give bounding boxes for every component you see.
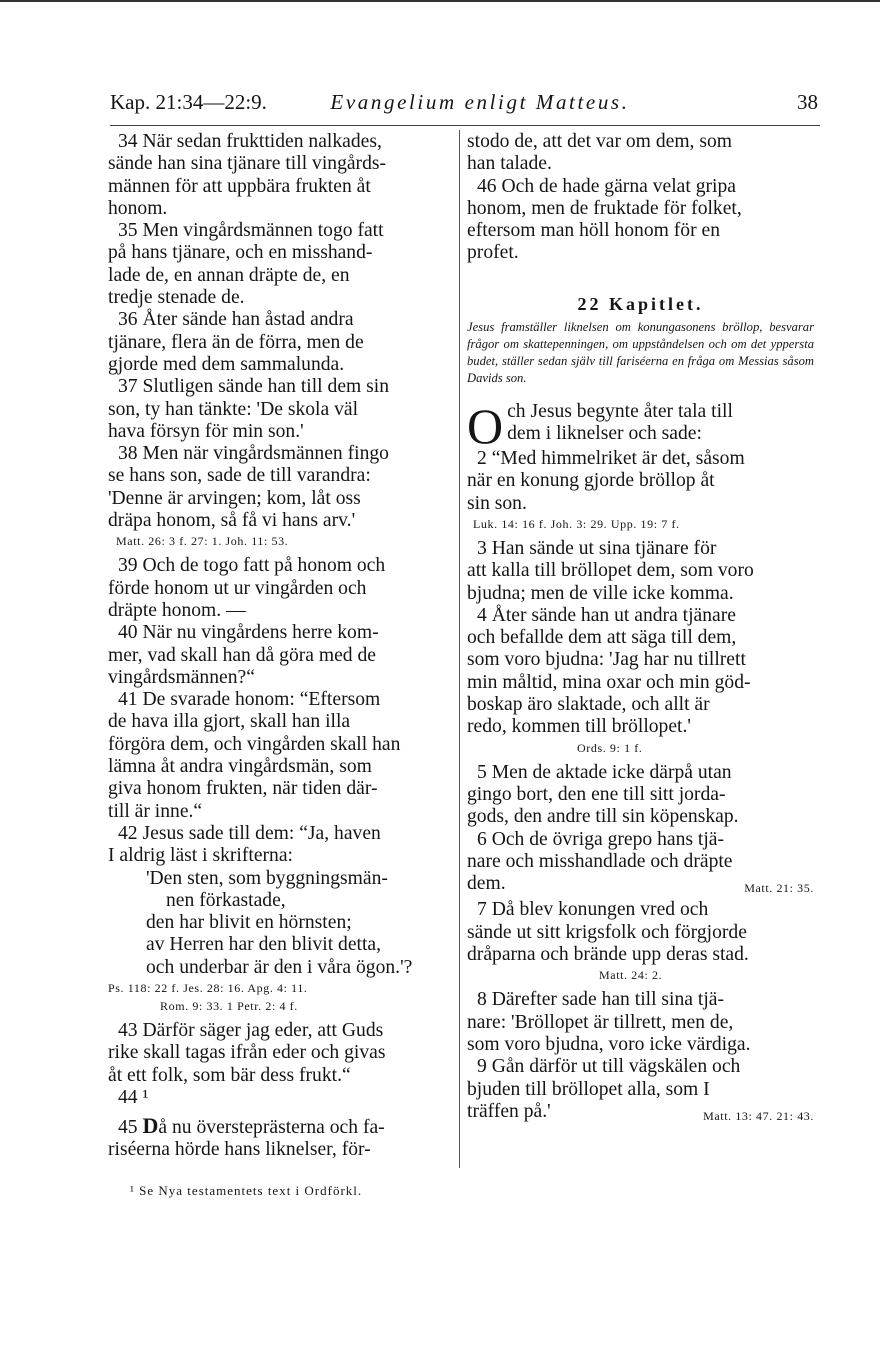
cross-reference: Matt. 21: 35. (744, 881, 814, 896)
cross-reference: Ords. 9: 1 f. (577, 740, 643, 755)
text-line: 44 ¹ (118, 1086, 149, 1108)
text-line: 4 Åter sände han ut andra tjänare (477, 604, 736, 626)
text-line: 43 Därför säger jag eder, att Guds (118, 1019, 384, 1041)
text-line: lade de, en annan dräpte de, en (108, 264, 350, 286)
poem-line: av Herren har den blivit detta, (146, 934, 382, 956)
text-line: rike skall tagas ifrån eder och givas (108, 1042, 386, 1064)
text-line: eftersom man höll honom för en (467, 220, 721, 242)
text-line: förde honom ut ur vingården och (108, 577, 367, 599)
text-line: 6 Och de övriga grepo hans tjä- (477, 828, 725, 850)
text-line: dråparna och brände upp deras stad. (467, 944, 749, 966)
text-line: 5 Men de aktade icke därpå utan (477, 761, 732, 783)
text-line: gingo bort, den ene till sitt jorda- (467, 783, 726, 805)
text-line: till är inne.“ (108, 800, 203, 822)
column-divider (459, 130, 460, 1168)
text-line: han talade. (467, 153, 552, 175)
text-line (467, 873, 814, 895)
text-line (467, 1101, 814, 1123)
text-line: 'Denne är arvingen; kom, låt oss (108, 487, 361, 509)
text-line: min måltid, mina oxar och min göd- (467, 671, 751, 693)
cross-reference: Luk. 14: 16 f. Joh. 3: 29. Upp. 19: 7 f. (473, 516, 680, 531)
text-line: att kalla till bröllopet dem, som voro (467, 560, 754, 582)
text-line: giva honom frukten, när tiden där- (108, 778, 378, 800)
chapter-reference: Kap. 21:34—22:9. (110, 90, 267, 114)
text-line: honom. (108, 197, 168, 219)
text-line: 3 Han sände ut sina tjänare för (477, 537, 717, 559)
cross-reference: Rom. 9: 33. 1 Petr. 2: 4 f. (160, 998, 298, 1013)
text-line: 39 Och de togo fatt på honom och (118, 555, 386, 577)
text-line: honom, men de fruktade för folket, (467, 197, 742, 219)
cross-reference: Matt. 13: 47. 21: 43. (703, 1108, 814, 1123)
text-line: sände ut sitt krigsfolk och förgjorde (467, 921, 747, 943)
text-line: 2 “Med himmelriket är det, såsom (477, 448, 745, 470)
verse-text: å nu översteprästerna och fa- (158, 1117, 385, 1139)
text-line: hava försyn för min son.' (108, 420, 304, 442)
header-rule (110, 125, 820, 126)
cross-reference: Ps. 118: 22 f. Jes. 28: 16. Apg. 4: 11. (108, 980, 308, 995)
text-line: bjudna; men de ville icke komma. (467, 582, 734, 604)
drop-cap: O (467, 398, 504, 455)
initial-letter: D (142, 1113, 159, 1139)
text-line: tredje stenade de. (108, 287, 245, 309)
text-line: profet. (467, 242, 519, 264)
text-line: tjänare, flera än de förra, men de (108, 331, 364, 353)
page-number: 38 (797, 90, 818, 114)
text-line: 36 Åter sände han åstad andra (118, 309, 354, 331)
text-line: sände han sina tjänare till vingårds- (108, 153, 387, 175)
cross-reference: Matt. 26: 3 f. 27: 1. Joh. 11: 53. (116, 534, 289, 549)
text-line: redo, kommen till bröllopet.' (467, 716, 691, 738)
footnote: ¹ Se Nya testamentets text i Ordförkl. (130, 1183, 363, 1198)
chapter-opening (467, 398, 814, 455)
text-line: boskap äro slaktade, och allt är (467, 694, 710, 716)
cross-reference: Matt. 24: 2. (599, 968, 663, 983)
text-line: dem i liknelser och sade: (507, 423, 702, 445)
text-line: nare och misshandlade och dräpte (467, 850, 733, 872)
text-line: son, ty han tänkte: 'De skola väl (108, 398, 359, 420)
text-line: lämna åt andra vingårdsmän, som (108, 756, 372, 778)
text-line: på hans tjänare, och en misshand- (108, 242, 373, 264)
chapter-heading: 22 Kapitlet. (577, 293, 704, 314)
text-line: gjorde med dem sammalunda. (108, 353, 345, 375)
text-line: de hava illa gjort, skall han illa (108, 711, 351, 733)
text-line: som voro bjudna: 'Jag har nu tillrett (467, 649, 746, 671)
text-line (108, 1115, 456, 1139)
poem-line: och underbar är den i våra ögon.'? (146, 956, 413, 978)
verse-text: träffen på.' (467, 1100, 551, 1122)
page-header (110, 90, 818, 122)
text-line: 37 Slutligen sände han till dem sin (118, 376, 390, 398)
text-line: bjuden till bröllopet alla, som I (467, 1078, 710, 1100)
scan-edge-line (0, 0, 880, 2)
poem-line: nen förkastade, (166, 889, 286, 911)
text-line: 34 När sedan frukttiden nalkades, (118, 131, 382, 152)
text-line: 38 Men när vingårdsmännen fingo (118, 443, 389, 465)
text-line: 42 Jesus sade till dem: “Ja, haven (118, 822, 381, 844)
text-line: 35 Men vingårdsmännen togo fatt (118, 220, 384, 242)
text-line: se hans son, sade de till varandra: (108, 465, 371, 487)
poem-line: 'Den sten, som byggningsmän- (146, 867, 388, 889)
text-line: dräpte honom. — (108, 599, 246, 621)
text-line: riséerna hörde hans liknelser, för- (108, 1139, 371, 1161)
text-line: sin son. (467, 492, 527, 514)
text-line: I aldrig läst i skrifterna: (108, 845, 293, 867)
text-line: dräpa honom, så få vi hans arv.' (108, 510, 356, 532)
text-line: mer, vad skall han då göra med de (108, 644, 376, 666)
poem-line: den har blivit en hörnsten; (146, 912, 352, 934)
text-line: 7 Då blev konungen vred och (477, 899, 709, 921)
verse-text: dem. (467, 873, 506, 895)
text-line: 41 De svarade honom: “Eftersom (118, 689, 381, 711)
text-line: förgöra dem, och vingården skall han (108, 733, 401, 755)
text-line: åt ett folk, som bär dess frukt.“ (108, 1064, 351, 1086)
left-column (108, 131, 456, 1162)
chapter-summary: Jesus framställer liknelsen om konungasonens bröllop, besvarar frågor om skattepenningen, om uppståndelsen och om det yppersta budet, ställer sedan själv till fariséerna en fråga om Messias såsom Davids son. (467, 320, 814, 386)
text-line: 9 Gån därför ut till vägskälen och (477, 1056, 741, 1078)
text-line: nare: 'Bröllopet är tillrett, men de, (467, 1011, 734, 1033)
book-title: Evangelium enligt Matteus. (330, 90, 630, 114)
text-line: och befallde dem att säga till dem, (467, 627, 737, 649)
text-line: vingårdsmännen?“ (108, 666, 255, 688)
text-line: 46 Och de hade gärna velat gripa (477, 175, 736, 197)
text-line: som voro bjudna, voro icke värdiga. (467, 1033, 751, 1055)
text-line: stodo de, att det var om dem, som (467, 131, 733, 152)
text-line: gods, den andre till sin köpenskap. (467, 806, 739, 828)
right-column (467, 131, 814, 1127)
text-line: ch Jesus begynte åter tala till (507, 401, 733, 423)
verse-number: 45 (118, 1117, 138, 1139)
text-line: männen för att uppbära frukten åt (108, 175, 371, 197)
text-line: när en konung gjorde bröllop åt (467, 470, 715, 492)
text-line: 8 Därefter sade han till sina tjä- (477, 989, 724, 1011)
text-line: 40 När nu vingårdens herre kom- (118, 622, 379, 644)
